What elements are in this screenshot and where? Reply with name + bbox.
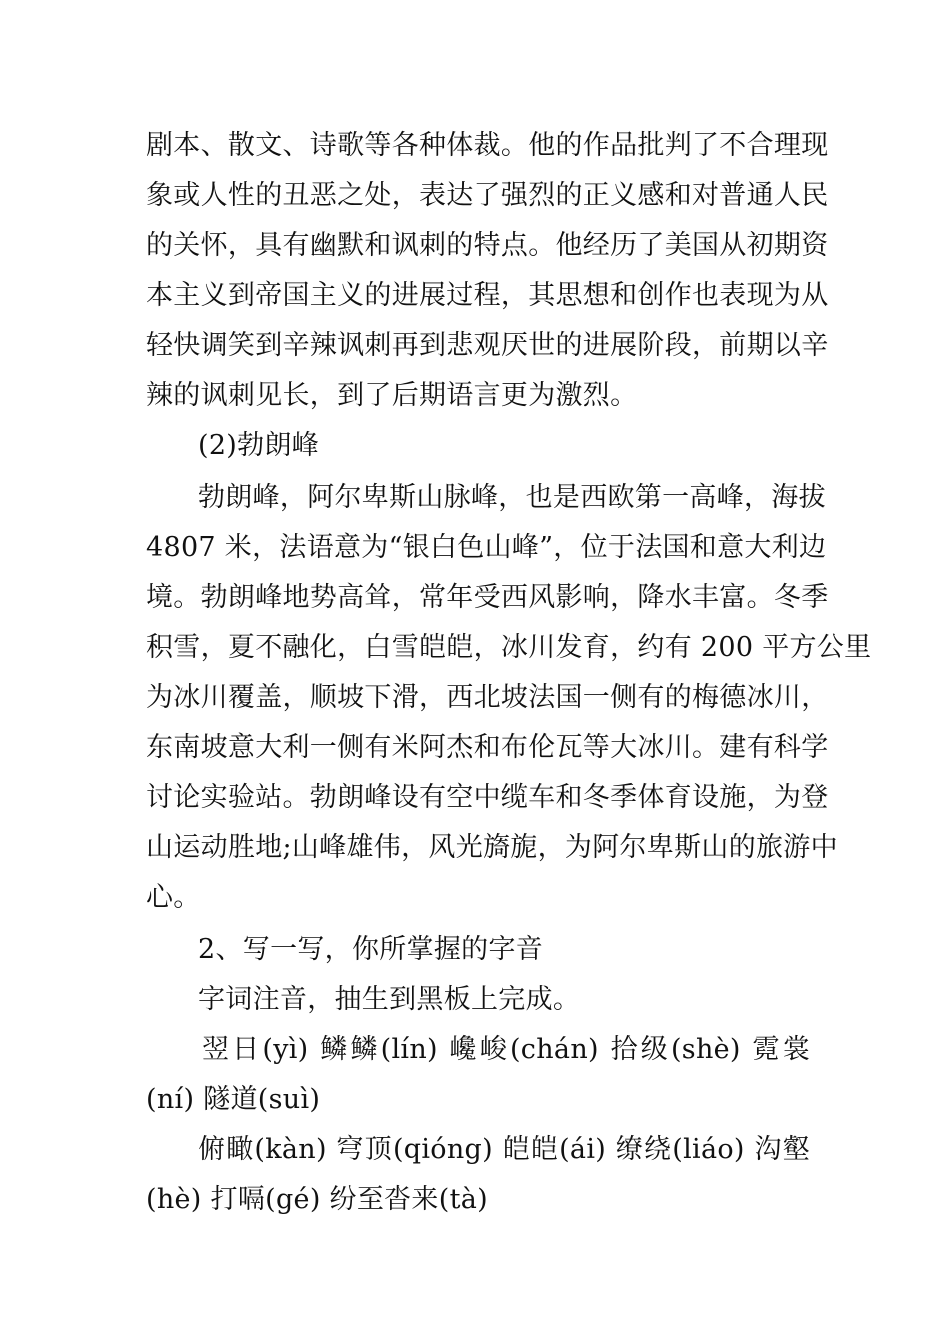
pinyin-line: (ní) 隧道(suì) xyxy=(146,1084,321,1115)
paragraph-line: 东南坡意大利一侧有米阿杰和布伦瓦等大冰川。建有科学 xyxy=(146,732,829,763)
instruction-text: 字词注音，抽生到黑板上完成。 xyxy=(198,984,581,1015)
paragraph-line: 本主义到帝国主义的进展过程，其思想和创作也表现为从 xyxy=(146,280,829,311)
section-heading: 2、写一写，你所掌握的字音 xyxy=(198,934,544,965)
paragraph-line: 辣的讽刺见长，到了后期语言更为激烈。 xyxy=(146,380,638,411)
paragraph-line: 为冰川覆盖，顺坡下滑，西北坡法国一侧有的梅德冰川， xyxy=(146,682,829,713)
paragraph-line: 4807 米，法语意为“银白色山峰”，位于法国和意大利边 xyxy=(146,532,827,563)
paragraph-line: 的关怀，具有幽默和讽刺的特点。他经历了美国从初期资 xyxy=(146,230,829,261)
pinyin-line: 俯瞰(kàn) 穹顶(qióng) 皑皑(ái) 缭绕(liáo) 沟壑 xyxy=(198,1134,810,1165)
paragraph-line: 轻快调笑到辛辣讽刺再到悲观厌世的进展阶段，前期以辛 xyxy=(146,330,829,361)
paragraph-line: 剧本、散文、诗歌等各种体裁。他的作品批判了不合理现 xyxy=(146,130,829,161)
paragraph-line: 象或人性的丑恶之处，表达了强烈的正义感和对普通人民 xyxy=(146,180,829,211)
pinyin-line: 翌日(yì) 鳞鳞(lín) 巉峻(chán) 拾级(shè) 霓裳 xyxy=(202,1034,810,1065)
paragraph-line: 心。 xyxy=(146,882,201,913)
pinyin-line: (hè) 打嗝(gé) 纷至沓来(tà) xyxy=(146,1184,488,1215)
paragraph-line: 境。勃朗峰地势高耸，常年受西风影响，降水丰富。冬季 xyxy=(146,582,829,613)
paragraph-line: 勃朗峰，阿尔卑斯山脉峰，也是西欧第一高峰，海拔 xyxy=(198,482,826,513)
section-heading: (2)勃朗峰 xyxy=(198,430,320,461)
paragraph-line: 山运动胜地;山峰雄伟，风光旖旎，为阿尔卑斯山的旅游中 xyxy=(146,832,838,863)
paragraph-line: 积雪，夏不融化，白雪皑皑，冰川发育，约有 200 平方公里 xyxy=(146,632,872,663)
paragraph-line: 讨论实验站。勃朗峰设有空中缆车和冬季体育设施，为登 xyxy=(146,782,829,813)
